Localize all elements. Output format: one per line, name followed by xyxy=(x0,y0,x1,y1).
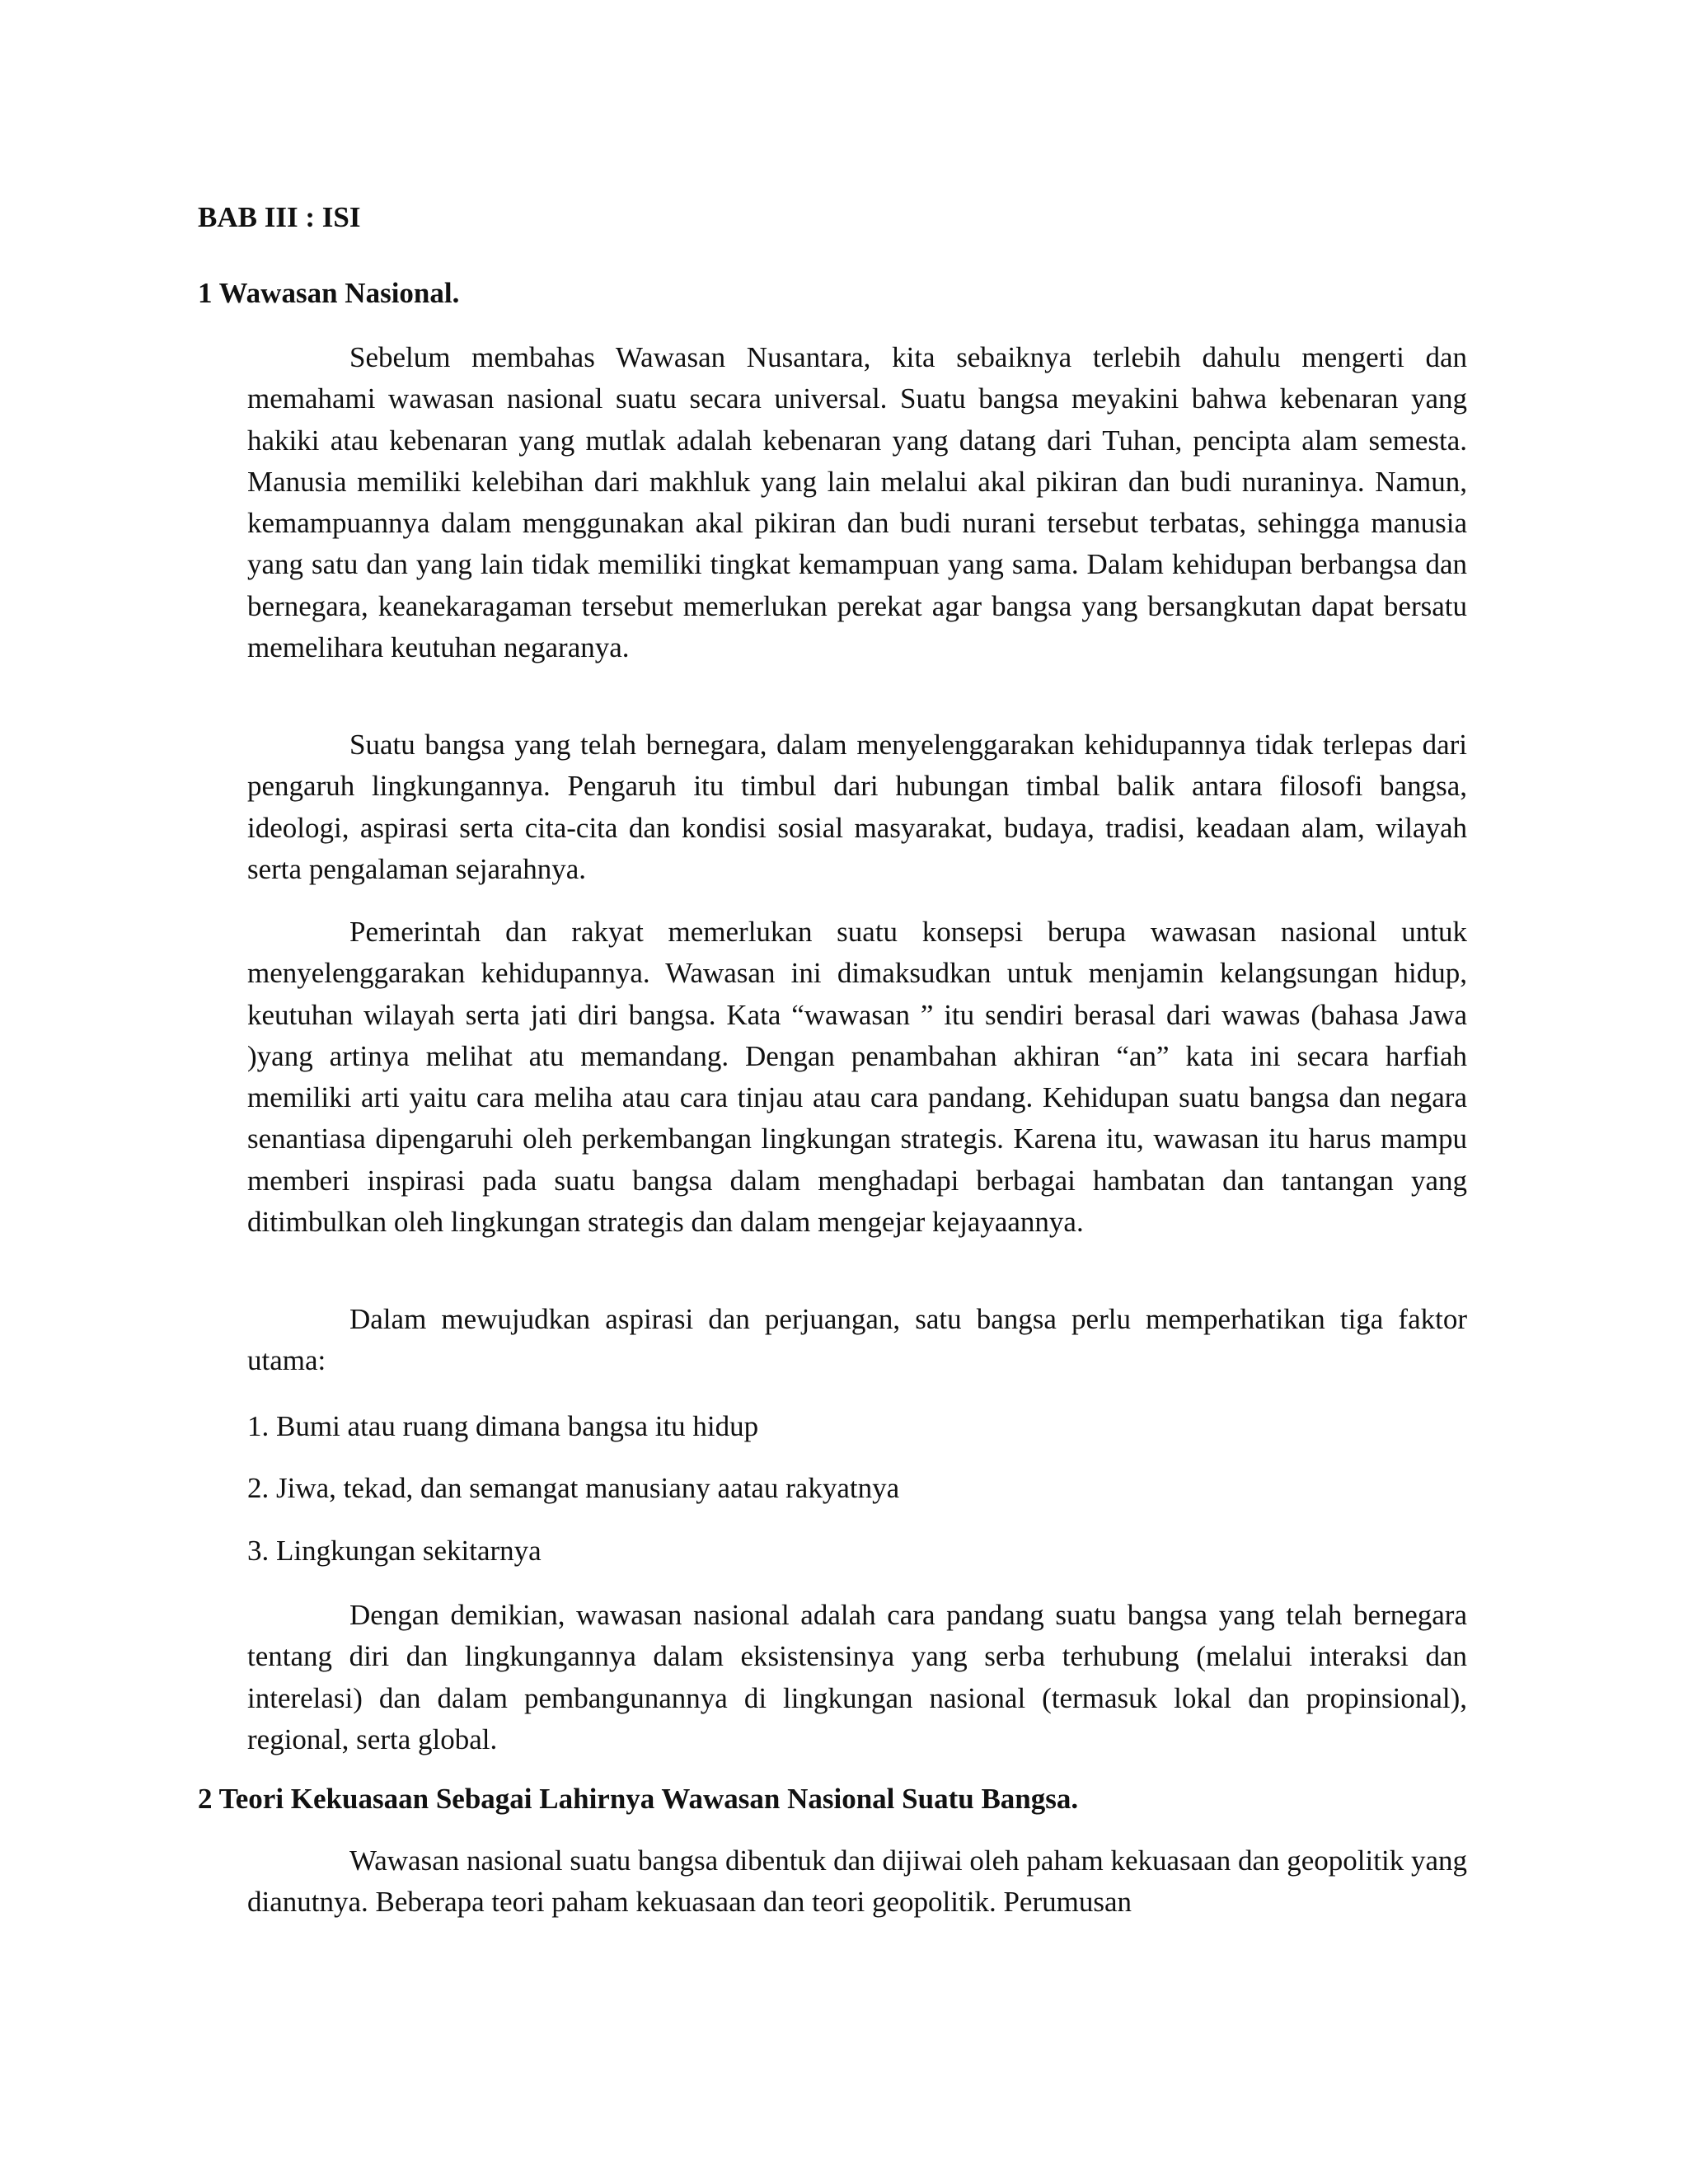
chapter-title: BAB III : ISI xyxy=(198,201,361,233)
paragraph-1: Sebelum membahas Wawasan Nusantara, kita sebaiknya terlebih dahulu mengerti dan memahami wawasan nasional suatu secara universal. Suatu bangsa meyakini bahwa kebenaran yang hakiki atau kebenaran yang mutlak adalah kebenaran yang datang dari Tuhan, pencipta alam semesta. Manusia memiliki kelebihan dari makhluk yang lain melalui akal pikiran dan budi nuraninya. Namun, kemampuannya dalam menggunakan akal pikiran dan budi nurani tersebut terbatas, sehingga manusia yang satu dan yang lain tidak memiliki tingkat kemampuan yang sama. Dalam kehidupan berbangsa dan bernegara, keanekaragaman tersebut memerlukan perekat agar bangsa yang bersangkutan dapat bersatu memelihara keutuhan negaranya. xyxy=(247,341,1467,664)
list-item-3: 3. Lingkungan sekitarnya xyxy=(247,1535,542,1567)
list-item-2: 2. Jiwa, tekad, dan semangat manusiany aatau rakyatnya xyxy=(247,1472,900,1504)
section-heading-1: 1 Wawasan Nasional. xyxy=(198,277,460,309)
paragraph-2: Suatu bangsa yang telah bernegara, dalam menyelenggarakan kehidupannya tidak terlepas dari pengaruh lingkungannya. Pengaruh itu timbul dari hubungan timbal balik antara filosofi bangsa, ideologi, aspirasi serta cita-cita dan kondisi sosial masyarakat, budaya, tradisi, keadaan alam, wilayah serta pengalaman sejarahnya. xyxy=(247,729,1467,885)
section-heading-2: 2 Teori Kekuasaan Sebagai Lahirnya Wawasan Nasional Suatu Bangsa. xyxy=(198,1783,1079,1815)
paragraph-3: Pemerintah dan rakyat memerlukan suatu konsepsi berupa wawasan nasional untuk menyelenggarakan kehidupannya. Wawasan ini dimaksudkan untuk menjamin kelangsungan hidup, keutuhan wilayah serta jati diri bangsa. Kata “wawasan ” itu sendiri berasal dari wawas (bahasa Jawa )yang artinya melihat atu memandang. Dengan penambahan akhiran “an” kata ini secara harfiah memiliki arti yaitu cara meliha atau cara tinjau atau cara pandang. Kehidupan suatu bangsa dan negara senantiasa dipengaruhi oleh perkembangan lingkungan strategis. Karena itu, wawasan itu harus mampu memberi inspirasi pada suatu bangsa dalam menghadapi berbagai hambatan dan tantangan yang ditimbulkan oleh lingkungan strategis dan dalam mengejar kejayaannya. xyxy=(247,916,1467,1239)
paragraph-5: Wawasan nasional suatu bangsa dibentuk dan dijiwai oleh paham kekuasaan dan geopolitik yang dianutnya. Beberapa teori paham kekuasaan dan teori geopolitik. Perumusan xyxy=(247,1844,1467,1919)
list-item-1: 1. Bumi atau ruang dimana bangsa itu hidup xyxy=(247,1410,759,1442)
paragraph-4: Dalam mewujudkan aspirasi dan perjuangan, satu bangsa perlu memperhatikan tiga faktor utama: xyxy=(247,1303,1467,1377)
closing-paragraph: Dengan demikian, wawasan nasional adalah cara pandang suatu bangsa yang telah bernegara tentang diri dan lingkungannya dalam eksistensinya yang serba terhubung (melalui interaksi dan interelasi) dan dalam pembangunannya di lingkungan nasional (termasuk lokal dan propinsional), regional, serta global. xyxy=(247,1599,1467,1755)
